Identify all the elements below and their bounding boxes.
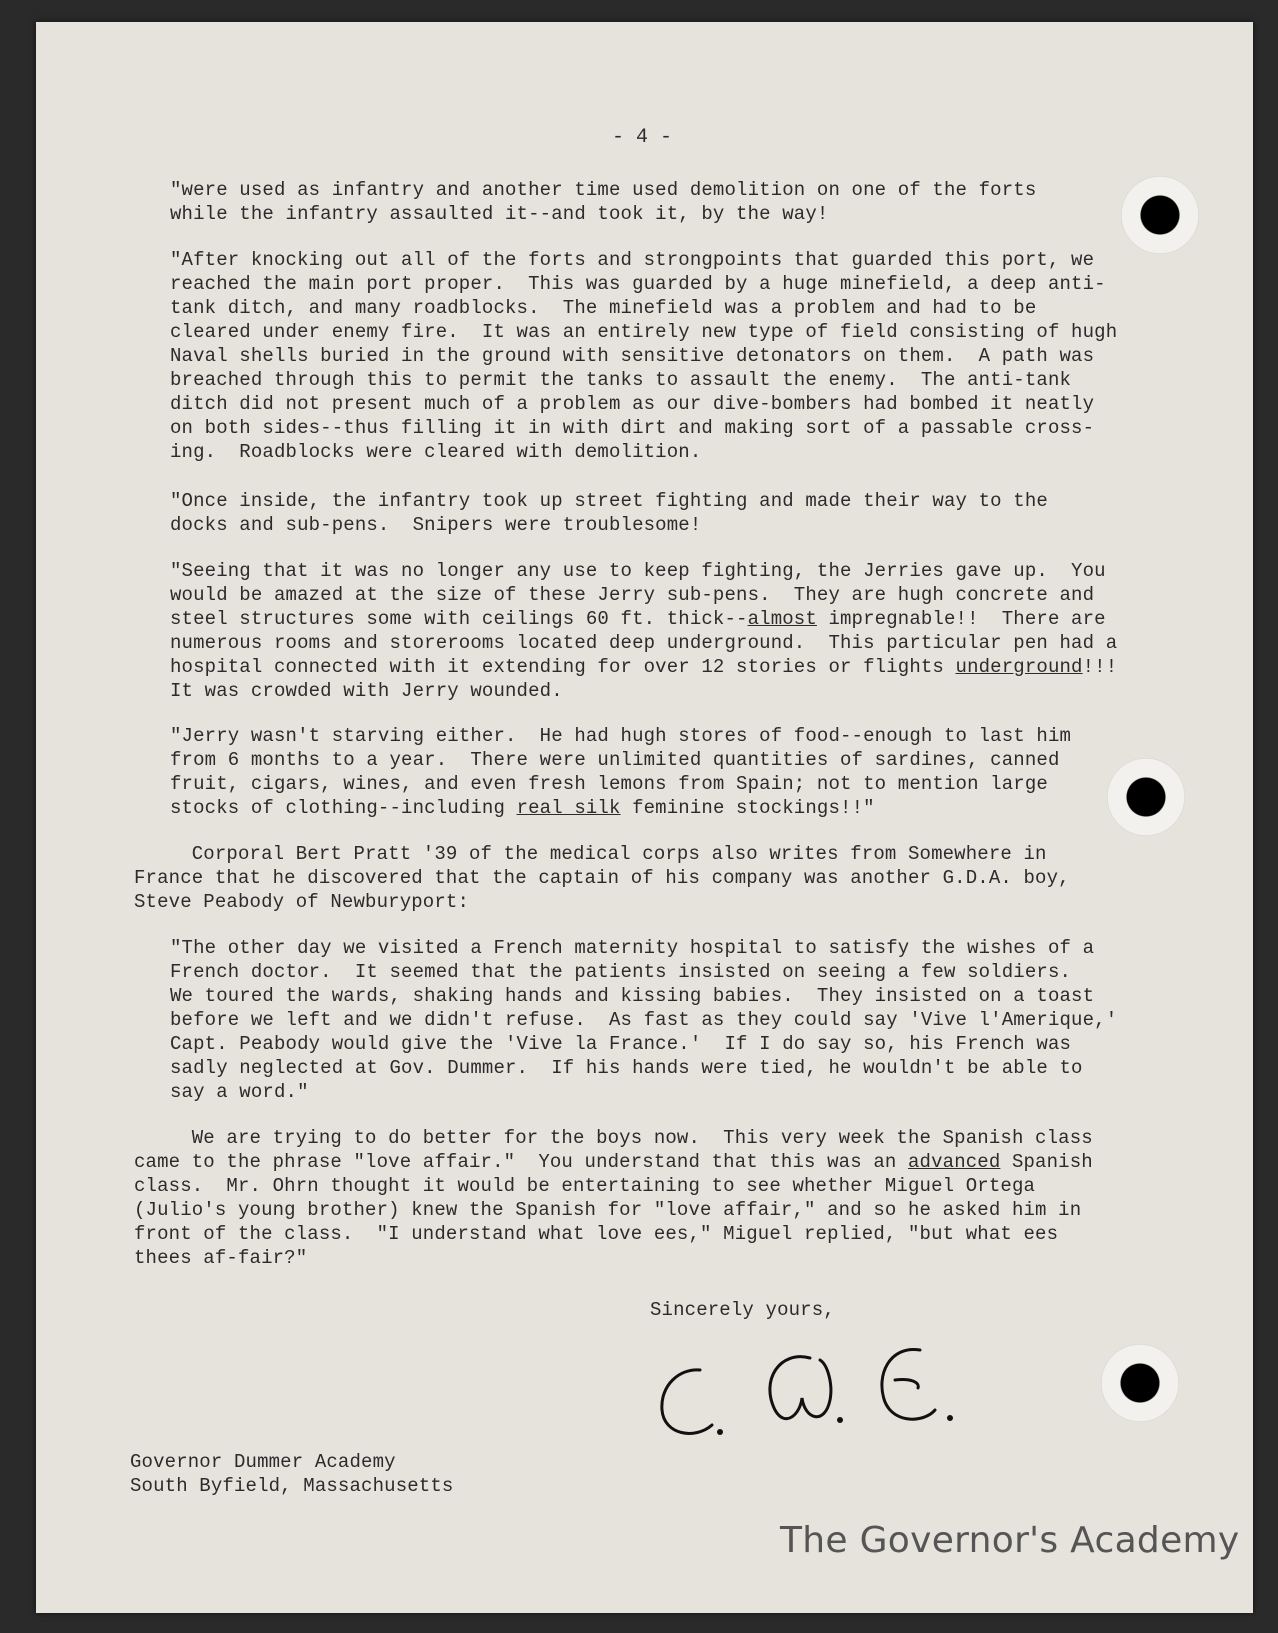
paragraph-8-part-a: We are trying to do better for the boys now. This very week the Spanish class came to the phrase "love affair." You understand that this was an [134,1127,1093,1173]
punch-hole-top [1121,176,1199,254]
paragraph-3: "Once inside, the infantry took up street fighting and made their way to the docks and sub-pens. Snipers were troublesome! [170,490,1048,536]
paragraph-5-part-a: "Jerry wasn't starving either. He had hugh stores of food--enough to last him from 6 months to a year. There were unlimited quantities of sardines, canned fruit, cigars, wines, and even fresh lemons from Spain; not to mention large stocks of clothing--including [170,725,1072,819]
underlined-almost: almost [747,608,817,630]
paragraph-4 [170,559,1117,703]
paragraph-5 [170,724,1071,820]
closing: Sincerely yours, [650,1299,835,1321]
page-number: - 4 - [612,126,673,149]
paragraph-1: "were used as infantry and another time used demolition on one of the forts while the infantry assaulted it--and took it, by the way! [170,179,1037,225]
underlined-advanced: advanced [907,1151,1001,1173]
address-line-2: South Byfield, Massachusetts [130,1475,454,1497]
paragraph-6: Corporal Bert Pratt '39 of the medical corps also writes from Somewhere in France that he discovered that the captain of his company was another G.D.A. boy, Steve Peabody of Newburyport: [134,843,1070,913]
handwritten-signature [650,1340,990,1450]
paragraph-8-part-b: Spanish class. Mr. Ohrn thought it would be entertaining to see whether Miguel Ortega (Julio's young brother) knew the Spanish for "love affair," and so he asked him in front of the class. "I understand what love ees," Miguel replied, "but what ees thees af-fair?" [134,1151,1093,1269]
paragraph-2: "After knocking out all of the forts and strongpoints that guarded this port, we reached the main port proper. This was guarded by a huge minefield, a deep anti- tank ditch, and many roadblocks. The minefield was a problem and had to be cleared under enemy fire. It was an entirely new type of field consisting of hugh Naval shells buried in the ground with sensitive detonators on them. A path was breached through this to permit the tanks to assault the enemy. The anti-tank ditch did not present much of a problem as our dive-bombers had bombed it neatly on both sides--thus filling it in with dirt and making sort of a passable cross- ing. Roadblocks were cleared with demolition. [170,249,1118,463]
address-line-1: Governor Dummer Academy [130,1451,396,1473]
punch-hole-bottom [1101,1344,1179,1422]
paragraph-4-part-a: "Seeing that it was no longer any use to keep fighting, the Jerries gave up. You would be amazed at the size of these Jerry sub-pens. They are hugh concrete and steel structures some with ceilings 60 ft. thick-- [170,560,1106,630]
paragraph-4-part-c: !!! It was crowded with Jerry wounded. [170,656,1118,702]
punch-hole-middle [1107,758,1185,836]
underlined-underground: underground [955,656,1083,678]
paragraph-7: "The other day we visited a French maternity hospital to satisfy the wishes of a French doctor. It seemed that the patients insisted on seeing a few soldiers. We toured the wards, shaking hands and kissing babies. They insisted on a toast before we left and we didn't refuse. As fast as they could say 'Vive l'Amerique,' Capt. Peabody would give the 'Vive la France.' If I do say so, his French was sadly neglected at Gov. Dummer. If his hands were tied, he wouldn't be able to say a word." [170,937,1118,1103]
underlined-real-silk: real silk [516,797,621,819]
paragraph-8 [134,1126,1093,1270]
paragraph-5-part-b: feminine stockings!!" [620,797,875,819]
watermark: The Governor's Academy [780,1520,1240,1561]
paragraph-4-part-b: impregnable!! There are numerous rooms and storerooms located deep underground. This particular pen had a hospital connected with it extending for over 12 stories or flights [170,608,1118,678]
